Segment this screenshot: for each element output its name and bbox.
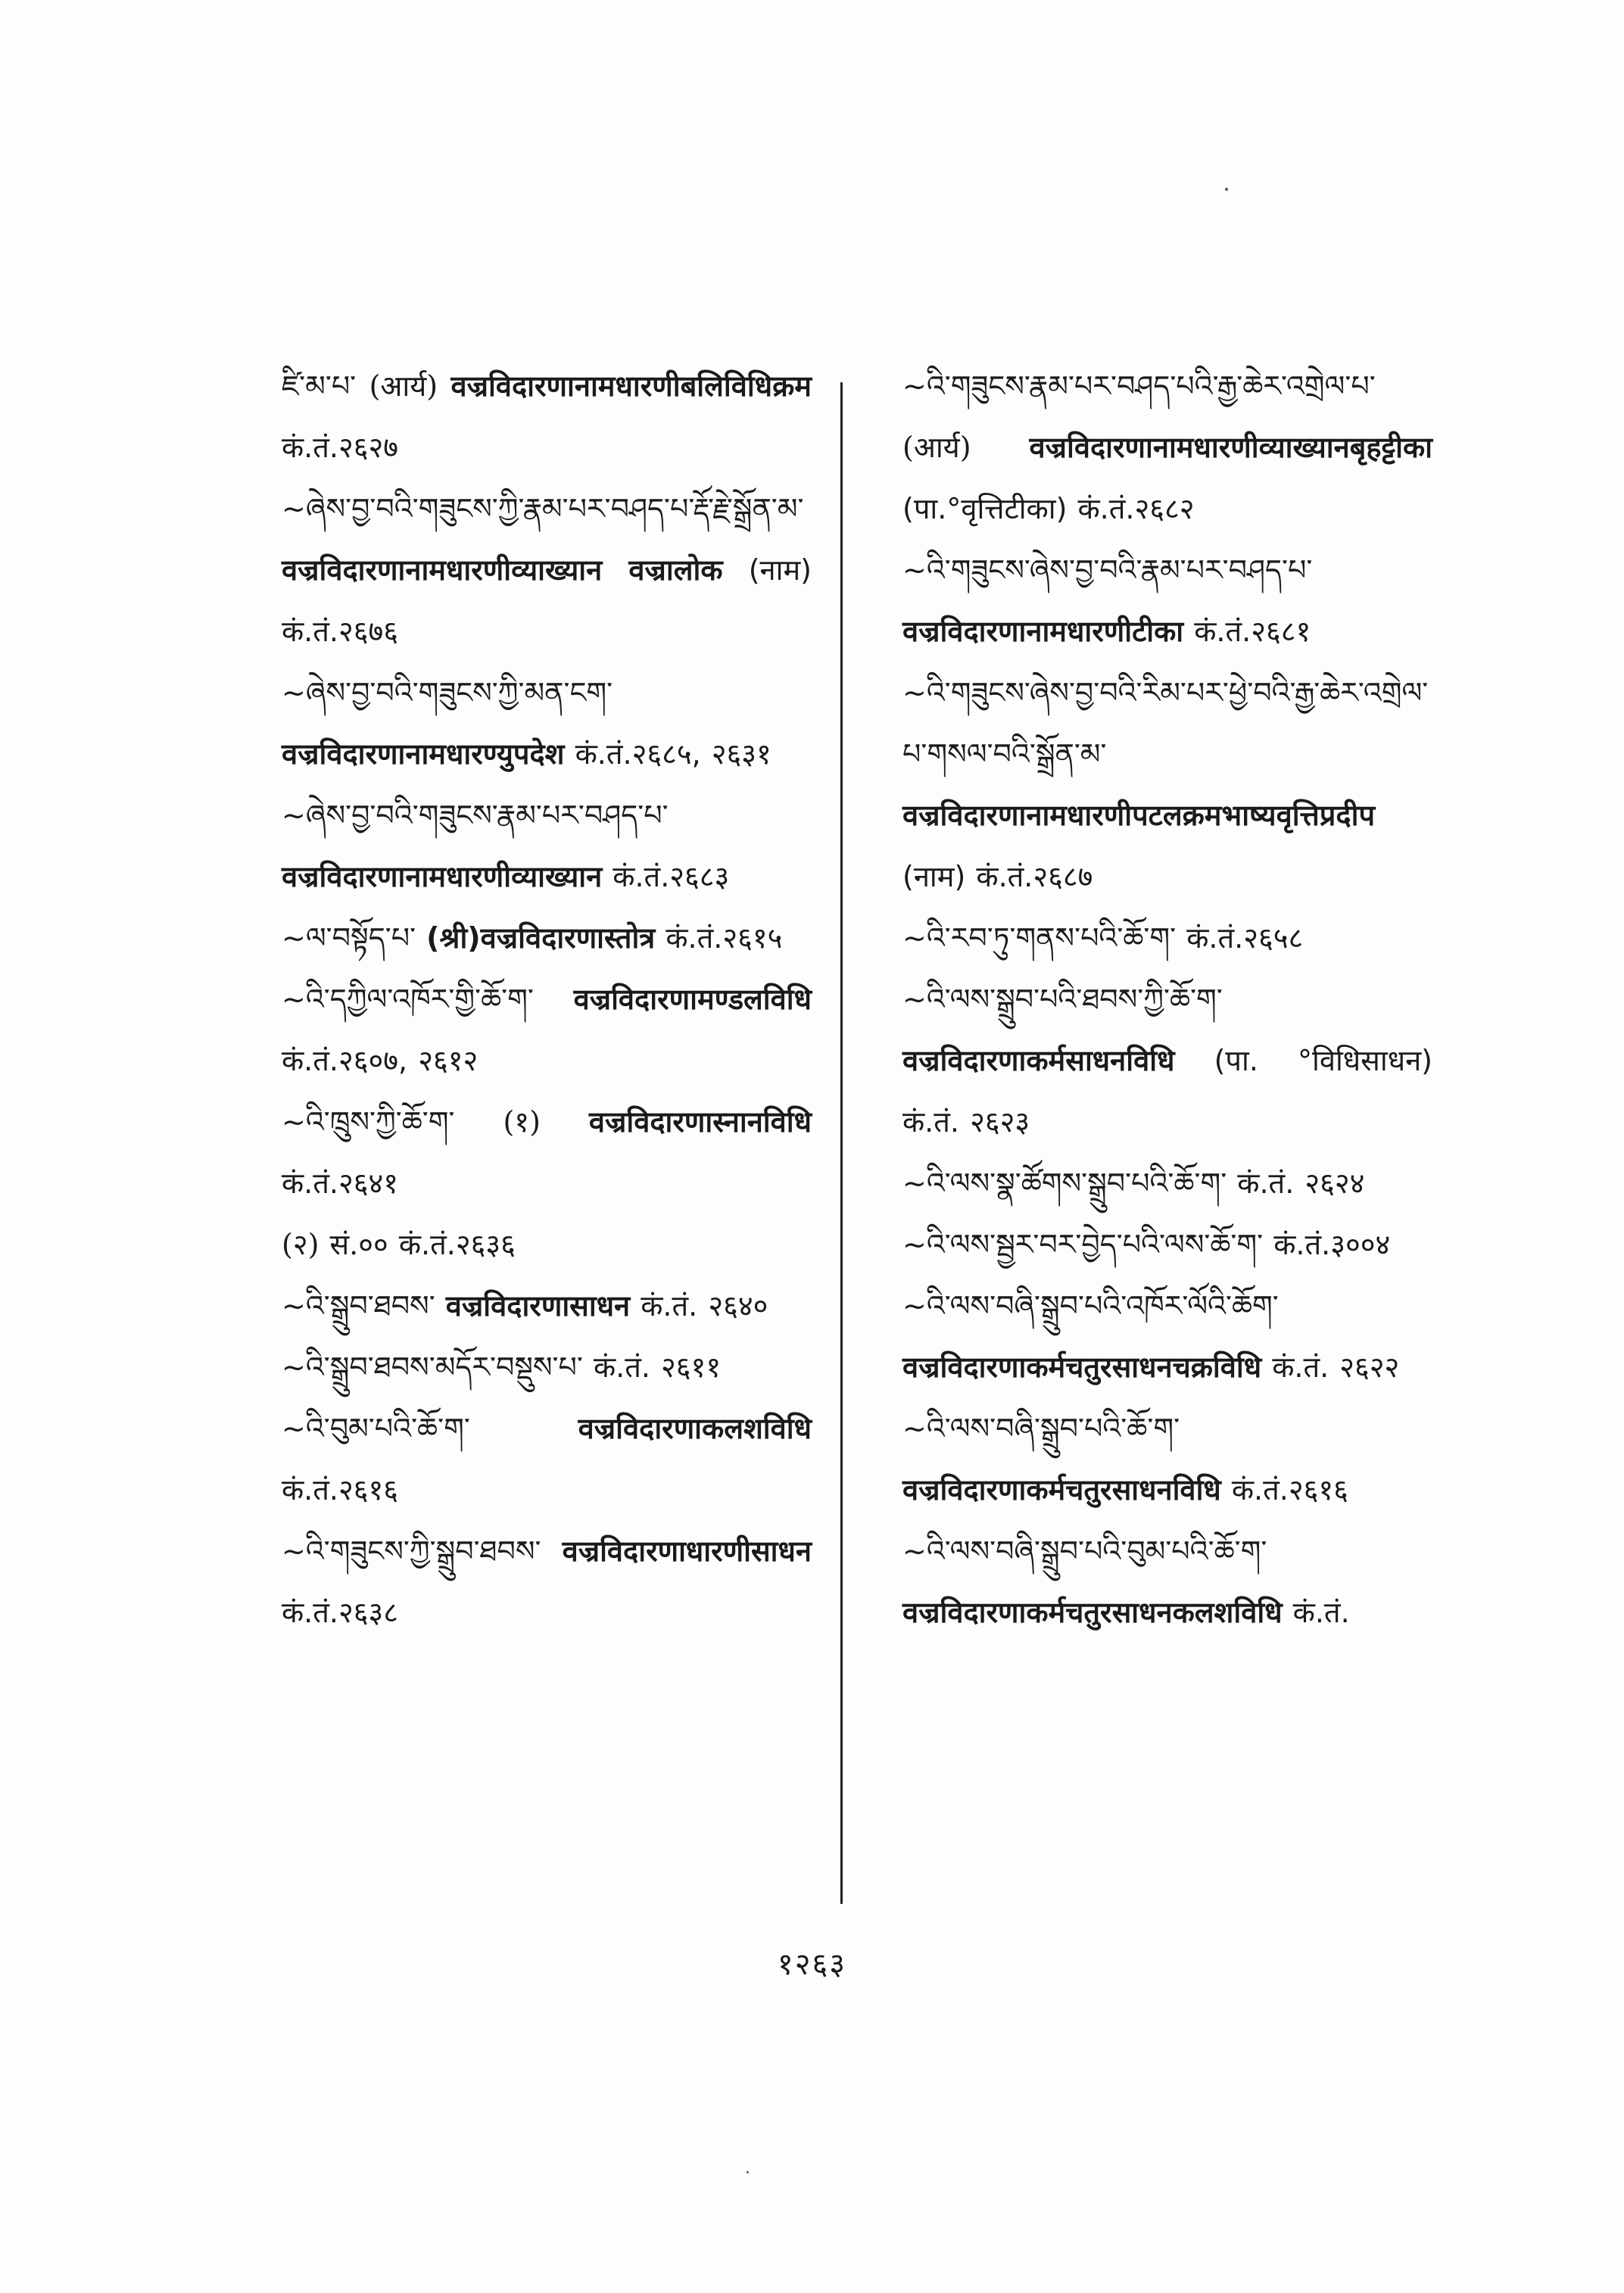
sanskrit-title: वज्रविदारणाकर्मचतुरसाधनकलशविधि bbox=[902, 1596, 1283, 1629]
tibetan-title: ~ཞེས་བྱ་བའི་གཟུངས་རྣམ་པར་བཤད་པ་ bbox=[282, 799, 669, 832]
index-entry bbox=[282, 478, 812, 662]
entry-reference: कं.तं.२६०७, २६१२ bbox=[282, 1044, 478, 1077]
sanskrit-title: वज्रविदारणानामधारणीव्याख्यान bbox=[282, 860, 603, 893]
tibetan-title: ~འི་བུམ་པའི་ཆོ་ག་ bbox=[282, 1412, 470, 1445]
tibetan-title: ~འི་ཁྲུས་ཀྱི་ཆོ་ག་ bbox=[282, 1105, 455, 1139]
tibetan-title: ~འི་ལས་བཞི་སྒྲུབ་པའི་ཆོ་ག་ bbox=[902, 1412, 1180, 1445]
entry-reference: कं.तं.२६१६ bbox=[282, 1473, 399, 1506]
entry-reference: कं.तं. २६११ bbox=[593, 1351, 722, 1384]
sanskrit-title: वज्रविदारणानामधारणीबलिविधिक्रम bbox=[450, 369, 812, 403]
sanskrit-title: वज्रविदारणाकलशविधि bbox=[578, 1412, 812, 1445]
index-entry bbox=[282, 908, 812, 969]
entry-reference: कं.तं. २६२४ bbox=[1237, 1167, 1365, 1200]
entry-reference: कं.तं.२६८३ bbox=[613, 860, 730, 893]
entry-reference: कं.तं.२६४१ bbox=[282, 1167, 399, 1200]
column-divider bbox=[840, 382, 843, 1904]
index-entry bbox=[282, 356, 812, 478]
entry-prefix: (आर्य) bbox=[902, 431, 971, 464]
tibetan-title: ~འི་ལས་བཞི་སྒྲུབ་པའི་བུམ་པའི་ཆོ་ག་ bbox=[902, 1534, 1267, 1568]
sanskrit-title: वज्रविदारणानामधारण्युपदेश bbox=[282, 737, 565, 771]
index-entry bbox=[282, 1398, 812, 1521]
entry-reference: कं.तं.२६८५, २६३१ bbox=[575, 737, 771, 771]
right-column bbox=[902, 356, 1432, 1643]
sanskrit-title: वज्रविदारणानामधारणीटीका bbox=[902, 615, 1184, 648]
entry-prefix: (२) सं.०० bbox=[282, 1228, 388, 1261]
index-entry bbox=[902, 356, 1432, 540]
tibetan-title: ~འི་གཟུངས་ཞེས་བྱ་བའི་རིམ་པར་ཕྱེ་བའི་རྒྱ་ཆེར་འགྲེལ་པ་གསལ་བའི་སྒྲོན་མ་ bbox=[902, 676, 1429, 771]
scan-speck bbox=[1225, 188, 1228, 191]
entry-reference: कं.तं.२६३८ bbox=[282, 1596, 399, 1629]
tibetan-title: ~འི་དཀྱིལ་འཁོར་གྱི་ཆོ་ག་ bbox=[282, 983, 534, 1016]
index-entry bbox=[902, 662, 1432, 908]
tibetan-title: ~ལ་བསྟོད་པ་ bbox=[282, 921, 416, 955]
entry-reference: (पा.°वृत्तिटीका) कं.तं.२६८२ bbox=[902, 492, 1195, 525]
sanskrit-title: वज्रविदारणानामधारणीव्याख्यानबृहट्टीका bbox=[1029, 431, 1432, 464]
entry-reference: कं.तं.२६८१ bbox=[1194, 615, 1311, 648]
entry-reference: कं.तं.२६५८ bbox=[1186, 921, 1304, 955]
tibetan-title: ~འི་ལས་སྒྲུབ་པའི་ཐབས་ཀྱི་ཆོ་ག་ bbox=[902, 983, 1223, 1016]
index-entry bbox=[902, 1398, 1432, 1521]
sanskrit-title: वज्रविदारणाधारणीसाधन bbox=[562, 1534, 812, 1568]
entry-reference: (नाम) कं.तं.२६७६ bbox=[282, 553, 812, 648]
entry-prefix: (१) bbox=[503, 1105, 541, 1139]
tibetan-title: ཛི་མ་པ་ bbox=[282, 369, 357, 403]
page-number: १२६३ bbox=[777, 1947, 847, 1982]
entry-reference: (पा. °विधिसाधन) कं.तं. २६२३ bbox=[902, 1044, 1432, 1139]
index-entry bbox=[282, 662, 812, 785]
entry-reference: कं.तं.३००४ bbox=[1273, 1228, 1391, 1261]
sanskrit-title: वज्रविदारणाकर्मचतुरसाधनविधि bbox=[902, 1473, 1221, 1506]
index-entry bbox=[282, 1092, 812, 1214]
tibetan-title: ~འི་རབ་ཏུ་གནས་པའི་ཆོ་ག་ bbox=[902, 921, 1177, 955]
index-entry bbox=[282, 785, 812, 908]
index-entry bbox=[902, 908, 1432, 969]
index-entry bbox=[282, 1214, 812, 1276]
index-entry bbox=[902, 540, 1432, 662]
tibetan-title: ~ཞེས་བྱ་བའི་གཟུངས་ཀྱི་མན་ངག་ bbox=[282, 676, 613, 709]
index-entry bbox=[282, 1337, 812, 1398]
sanskrit-title: वज्रविदारणासाधन bbox=[445, 1289, 631, 1323]
entry-prefix: (आर्य) bbox=[369, 369, 438, 403]
index-entry bbox=[902, 1153, 1432, 1214]
index-entry bbox=[282, 1521, 812, 1643]
tibetan-title: ~འི་ལས་སྦྱར་བར་བྱེད་པའི་ལས་ཆོ་ག་ bbox=[902, 1228, 1264, 1261]
sanskrit-title: वज्रविदारणाकर्मचतुरसाधनचक्रविधि bbox=[902, 1351, 1262, 1384]
tibetan-title: ~ཞེས་བྱ་བའི་གཟུངས་ཀྱི་རྣམ་པར་བཤད་པ་རྡོ་རྗེ་སྒྲོན་མ་ bbox=[282, 492, 804, 525]
tibetan-title: ~འི་གཟུངས་རྣམ་པར་བཤད་པའི་རྒྱ་ཆེར་འགྲེལ་པ་ bbox=[902, 369, 1376, 403]
scan-speck bbox=[747, 2171, 749, 2173]
tibetan-title: ~འི་གཟུངས་ཞེས་བྱ་བའི་རྣམ་པར་བཤད་པ་ bbox=[902, 553, 1313, 587]
index-entry bbox=[902, 969, 1432, 1153]
entry-reference: कं.तं.२६२७ bbox=[282, 431, 399, 464]
sanskrit-title: वज्रविदारणाकर्मसाधनविधि bbox=[902, 1044, 1175, 1077]
entry-reference: कं.तं.२६३६ bbox=[398, 1228, 516, 1261]
sanskrit-title: वज्रविदारणास्नानविधि bbox=[588, 1105, 812, 1139]
tibetan-title: ~འི་སྒྲུབ་ཐབས་ bbox=[282, 1289, 435, 1323]
index-entry bbox=[282, 1276, 812, 1337]
tibetan-title: ~འི་སྒྲུབ་ཐབས་མདོར་བསྡུས་པ་ bbox=[282, 1351, 583, 1384]
tibetan-title: ~འི་ལས་སྣ་ཚོགས་སྒྲུབ་པའི་ཆོ་ག་ bbox=[902, 1167, 1227, 1200]
tibetan-title: ~འི་གཟུངས་ཀྱི་སྒྲུབ་ཐབས་ bbox=[282, 1534, 541, 1568]
tibetan-title: ~འི་ལས་བཞི་སྒྲུབ་པའི་འཁོར་ལོའི་ཆོག་ bbox=[902, 1289, 1279, 1323]
entry-reference: कं.तं. २६२२ bbox=[1272, 1351, 1400, 1384]
sanskrit-title: वज्रविदारणानामधारणीव्याख्यान वज्रालोक bbox=[282, 553, 723, 587]
entry-reference: (नाम) कं.तं.२६८७ bbox=[902, 860, 1093, 893]
index-entry bbox=[282, 969, 812, 1092]
sanskrit-title: वज्रविदारणामण्डलविधि bbox=[573, 983, 812, 1016]
index-entry bbox=[902, 1521, 1432, 1643]
left-column bbox=[282, 356, 812, 1643]
index-entry bbox=[902, 1276, 1432, 1398]
entry-reference: कं.तं.२६१६ bbox=[1231, 1473, 1348, 1506]
index-entry bbox=[902, 1214, 1432, 1276]
entry-reference: कं.तं. २६४० bbox=[641, 1289, 768, 1323]
sanskrit-title: (श्री)वज्रविदारणास्तोत्र bbox=[426, 921, 656, 955]
sanskrit-title: वज्रविदारणानामधारणीपटलक्रमभाष्यवृत्तिप्रदीप bbox=[902, 799, 1376, 832]
entry-reference: कं.तं. bbox=[1292, 1596, 1350, 1629]
entry-reference: कं.तं.२६१५ bbox=[665, 921, 783, 955]
